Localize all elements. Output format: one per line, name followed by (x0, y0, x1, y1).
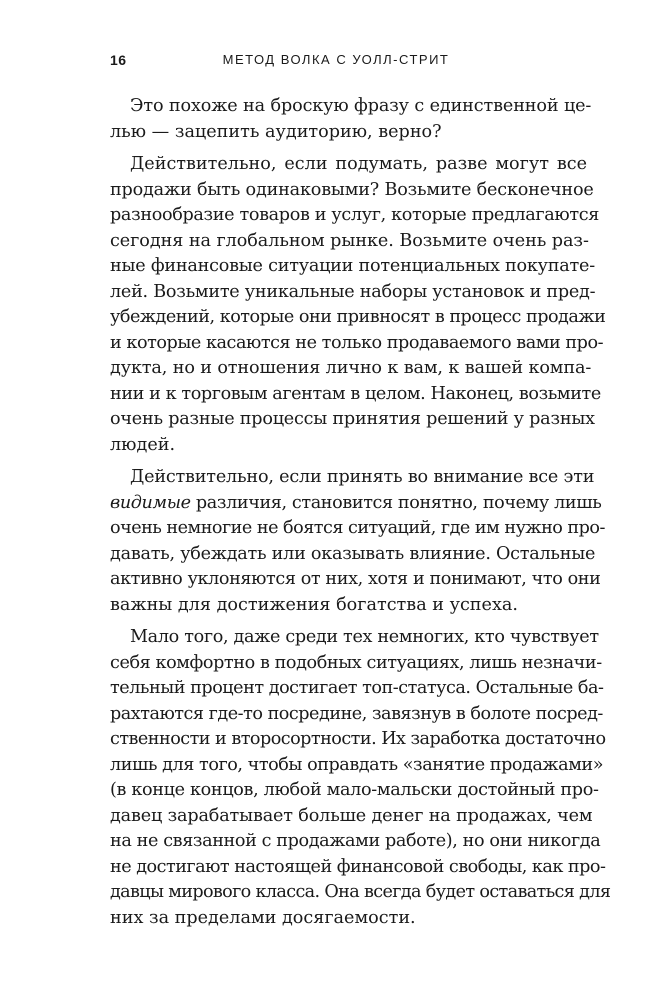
text-line: давец зарабатывает больше денег на продажах, чем (110, 805, 593, 826)
paragraph-1 (110, 94, 592, 145)
text-line: лью — зацепить аудиторию, верно? (110, 121, 442, 142)
text-line: разнообразие товаров и услуг, которые предлагаются (110, 205, 600, 225)
text-line: давцы мирового класса. Она всегда будет оставаться для (110, 882, 611, 902)
text-line: них за пределами досягаемости. (110, 907, 416, 928)
text-line: Это похоже на броскую фразу с единственной це- (130, 96, 592, 116)
text-line: себя комфортно в подобных ситуациях, лишь незначи- (110, 652, 602, 673)
paragraph-4 (110, 625, 611, 931)
emphasis-word: видимые (110, 492, 191, 513)
text-line: дукта, но и отношения лично к вам, к вашей компа- (110, 358, 592, 378)
text-line: ные финансовые ситуации потенциальных покупате- (110, 256, 595, 276)
paragraph-2 (110, 152, 606, 458)
text-line: очень немногие не боятся ситуаций, где им нужно про- (110, 518, 605, 538)
text-line: на не связанной с продажами работе), но они никогда (110, 831, 601, 851)
text-line-with-emphasis (110, 491, 602, 517)
page-number: 16 (110, 52, 127, 68)
text-line: очень разные процессы принятия решений у разных (110, 409, 595, 429)
text-line: сегодня на глобальном рынке. Возьмите очень раз- (110, 230, 589, 251)
text-line: рахтаются где-то посредине, завязнув в болоте посред- (110, 703, 603, 724)
text-line: лей. Возьмите уникальные наборы установок и пред- (110, 281, 596, 302)
text-line: давать, убеждать или оказывать влияние. Остальные (110, 543, 596, 564)
text-line: ственности и второсортности. Их заработка достаточно (110, 729, 606, 749)
running-head-title: МЕТОД ВОЛКА С УОЛЛ-СТРИТ (222, 52, 450, 67)
text-line: Действительно, если принять во внимание все эти (130, 467, 595, 487)
text-line: Мало того, даже среди тех немногих, кто чувствует (130, 627, 599, 647)
text-line: убеждений, которые они привносят в процесс продажи (110, 307, 606, 327)
text-line: тельный процент достигает топ-статуса. Остальные ба- (110, 678, 604, 698)
text-line: не достигают настоящей финансовой свободы, как про- (110, 856, 606, 877)
text-line: людей. (110, 434, 176, 455)
paragraph-3 (110, 465, 605, 618)
body-text (110, 94, 611, 938)
text-line: важны для достижения богатства и успеха. (110, 594, 518, 615)
text-line: продажи быть одинаковыми? Возьмите бесконечное (110, 179, 594, 200)
text-line: Действительно, если подумать, разве могут все (130, 154, 587, 174)
text-line: активно уклоняются от них, хотя и понимают, что они (110, 569, 601, 589)
text-line: нии и к торговым агентам в целом. Наконец, возьмите (110, 383, 601, 404)
text-fragment: различия, становится понятно, почему лишь (195, 492, 602, 513)
text-line: (в конце концов, любой мало-мальски достойный про- (110, 780, 599, 800)
text-line: и которые касаются не только продаваемого вами про- (110, 332, 604, 353)
text-line: лишь для того, чтобы оправдать «занятие продажами» (110, 754, 604, 775)
